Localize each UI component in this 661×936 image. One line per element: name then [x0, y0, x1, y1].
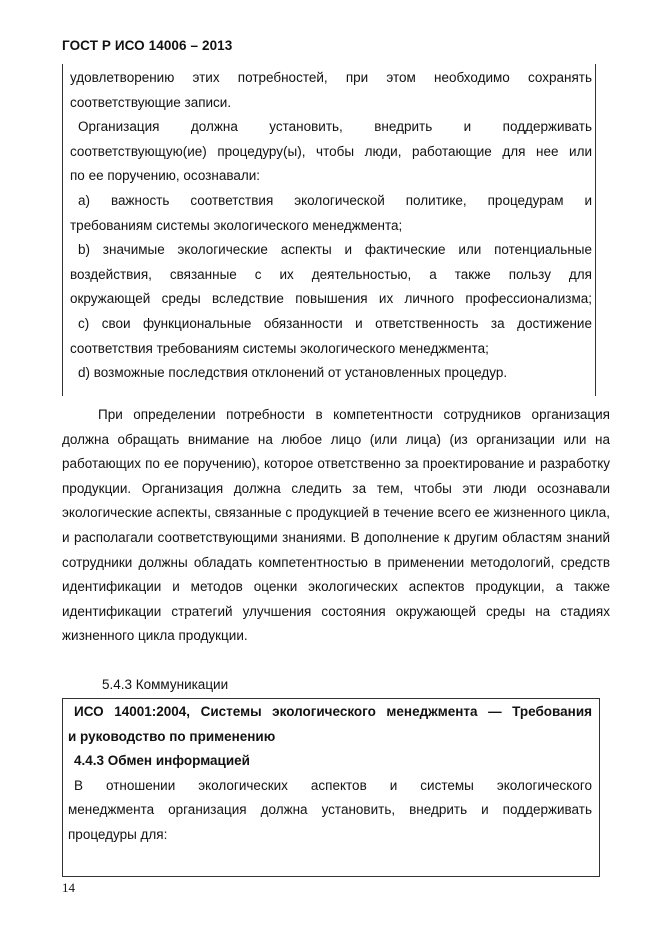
clause-text: процедуры для:: [68, 826, 168, 842]
list-item-d: d) возможные последствия отклонений от установленных процедур.: [78, 365, 508, 381]
list-item-a: a) важность соответствия экологической политике, процедурам и: [78, 192, 592, 208]
quote-line: удовлетворению этих потребностей, при этом необходимо сохранять: [70, 70, 592, 85]
quote-line: соответствующие записи.: [70, 94, 232, 110]
standard-reference-cont: и руководство по применению: [68, 728, 276, 744]
quote-line: Организация должна установить, внедрить и поддерживать: [78, 119, 592, 135]
list-item-b-cont: окружающей среды вследствие повышения их личного профессионализма;: [70, 291, 592, 307]
page-header: ГОСТ Р ИСО 14006 – 2013: [62, 38, 233, 53]
standard-reference: ИСО 14001:2004, Системы экологического менеджмента — Требования: [74, 704, 592, 719]
clause-title: 4.4.3 Обмен информацией: [74, 753, 250, 769]
list-item-a-cont: требованиям системы экологического менеджмента;: [70, 217, 403, 233]
list-item-c: c) свои функциональные обязанности и ответственность за достижение: [78, 315, 592, 331]
clause-text: менеджмента организация должна установить, внедрить и поддерживать: [68, 802, 592, 818]
quote-box-top-content: [70, 66, 592, 386]
list-item-b: b) значимые экологические аспекты и фактические или потенциальные: [78, 242, 592, 258]
page-number: 14: [62, 880, 75, 895]
main-text: [62, 403, 610, 649]
quote-line: соответствующую(ие) процедуру(ы), чтобы люди, работающие для нее или: [70, 143, 592, 159]
subsection-title: 5.4.3 Коммуникации: [102, 677, 229, 692]
quote-line: по ее поручению, осознавали:: [70, 168, 261, 184]
clause-text: В отношении экологических аспектов и системы экологического: [74, 777, 592, 793]
quote-box-bottom-content: [68, 700, 592, 848]
list-item-c-cont: соответствия требованиям системы экологического менеджмента;: [70, 340, 489, 356]
main-paragraph: При определении потребности в компетентности сотрудников организация должна обращать внимание на любое лицо (или лица) (из организации или на работающих по ее поручению), которое ответственно за проектирование и разработку продукции. Организация должна следить за тем, чтобы эти люди осознавали экологические аспекты, связанные с продукцией в течение всего ее жизненного цикла, и располагали соответствующими знаниями. В дополнение к другим областям знаний сотрудники должны обладать компетентностью в применении методологий, средств идентификации и методов оценки экологических аспектов продукции, а также идентификации стратегий улучшения состояния окружающей среды на стадиях жизненного цикла продукции.: [62, 407, 610, 644]
list-item-b-cont: воздействия, связанные с их деятельностью, а также пользу для: [70, 266, 592, 282]
